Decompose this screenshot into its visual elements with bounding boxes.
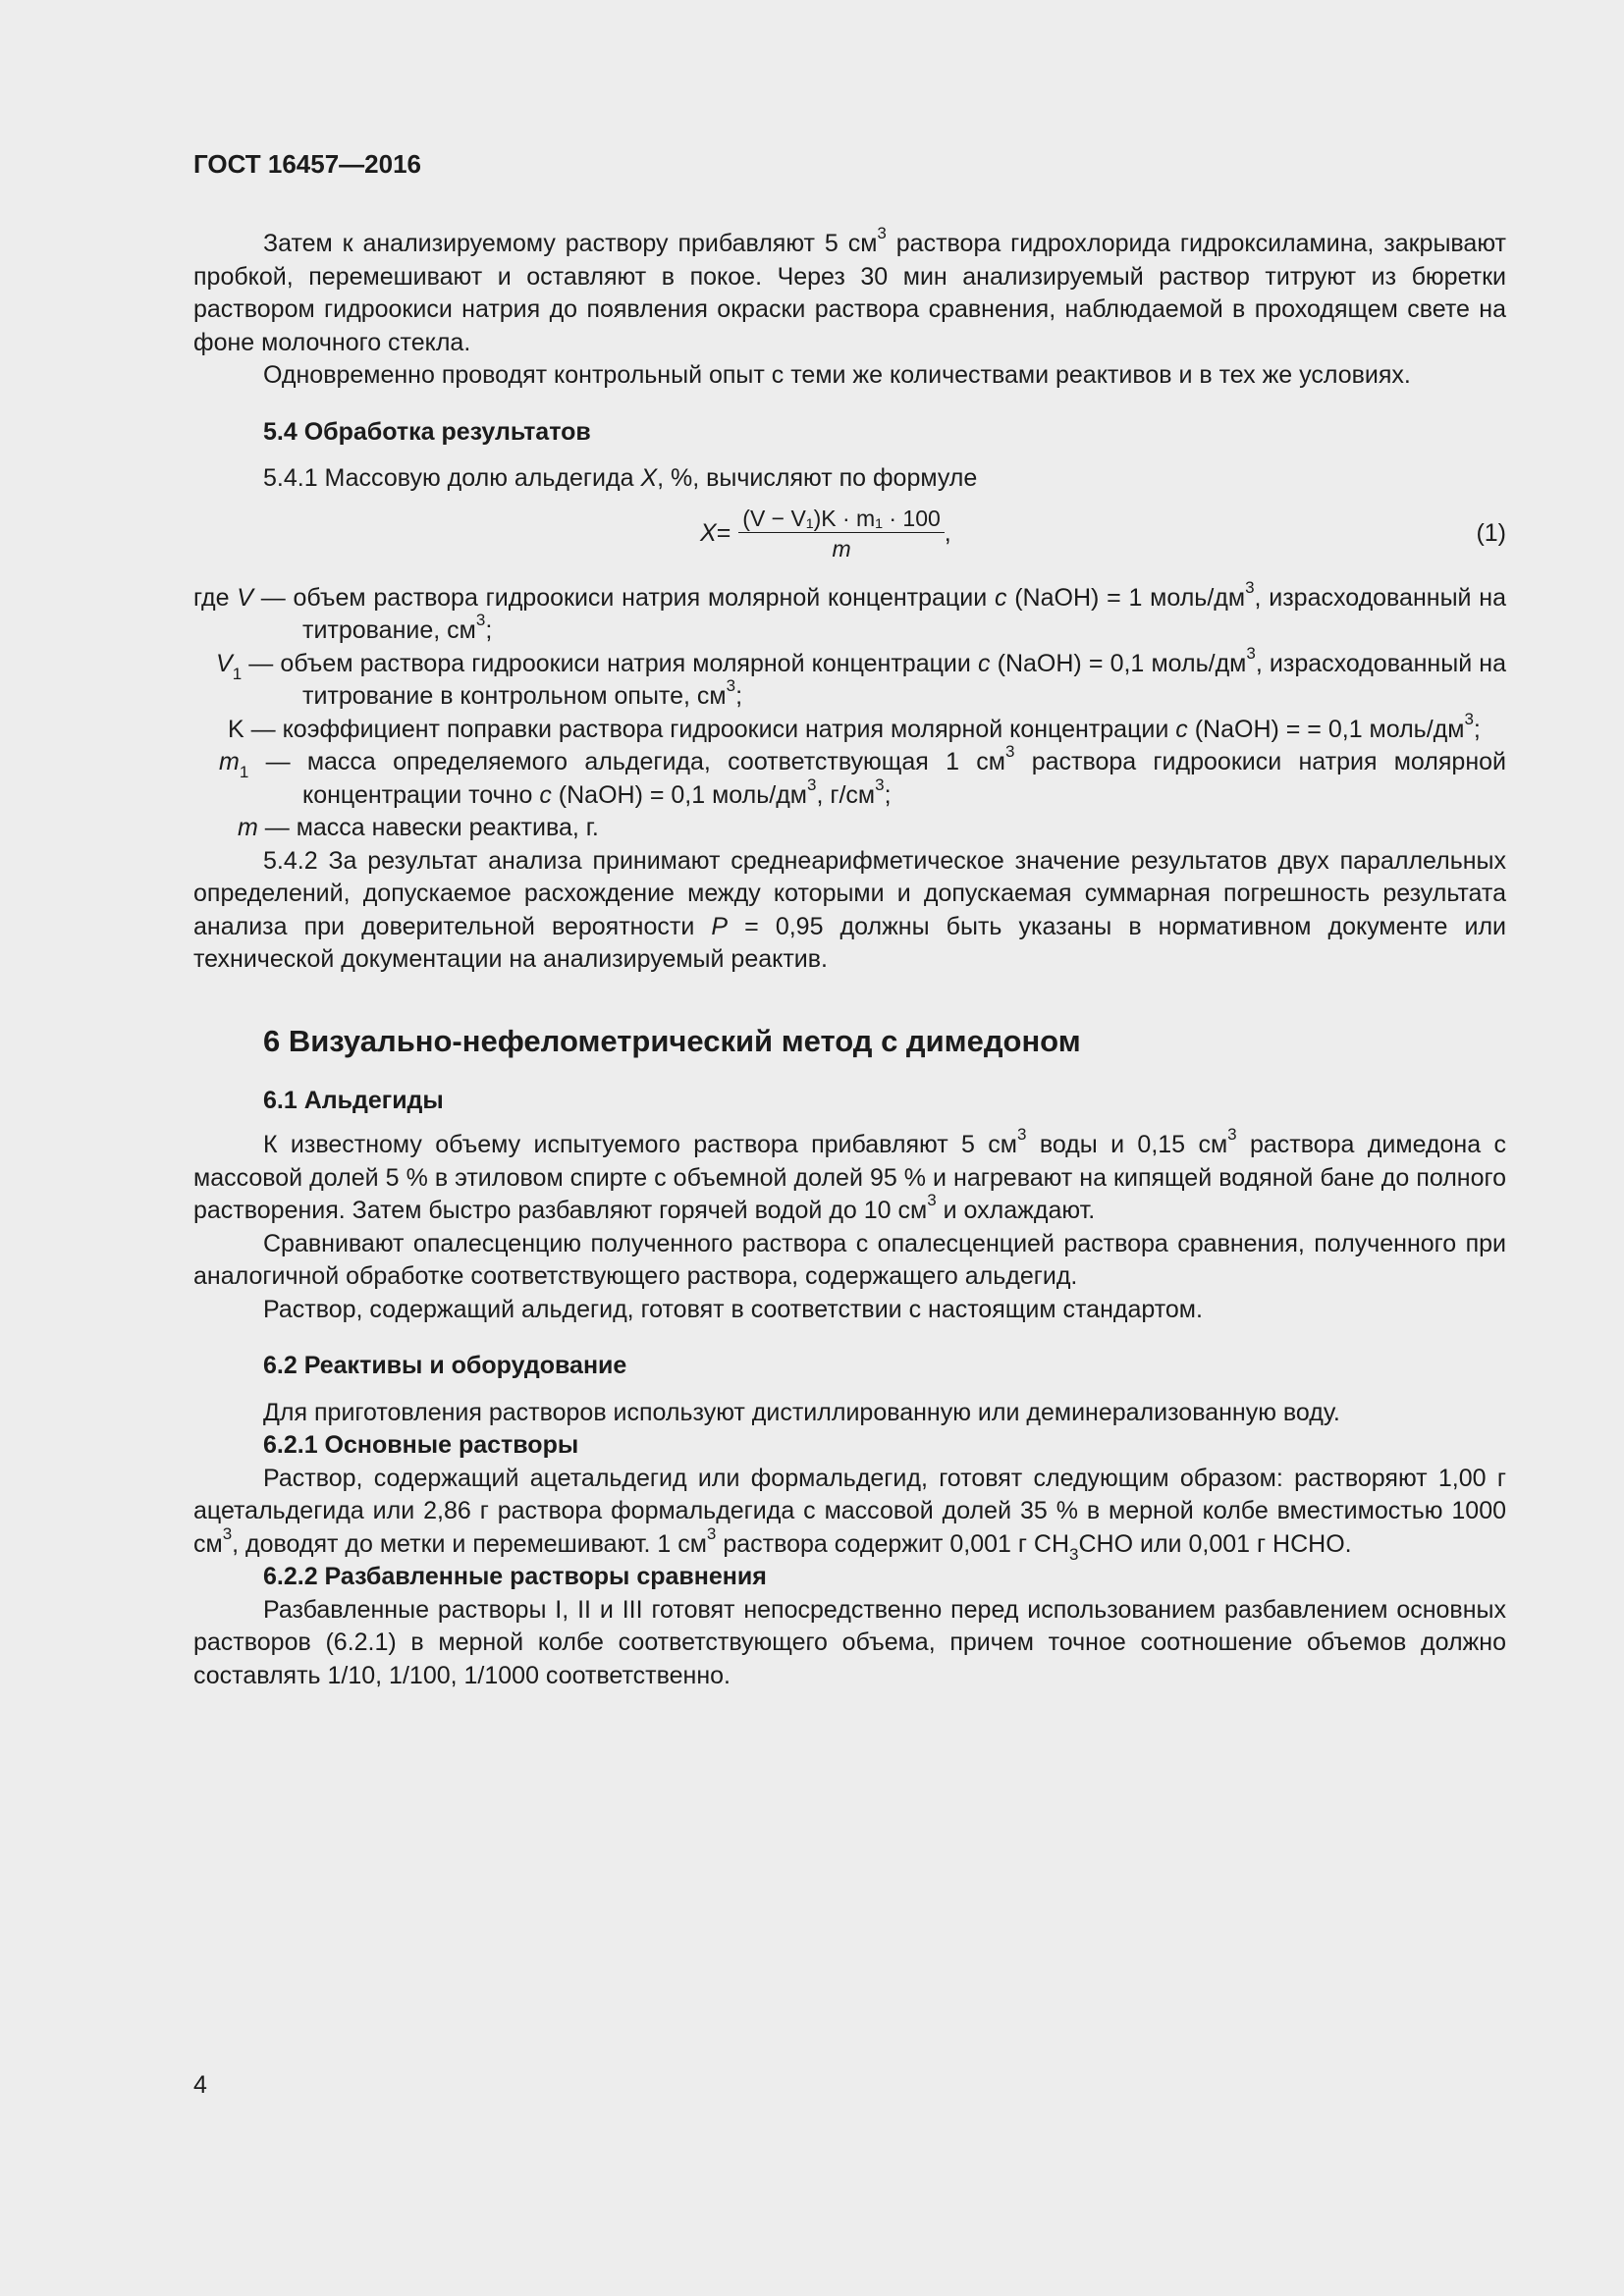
section-6-1-heading: 6.1 Альдегиды <box>263 1086 444 1114</box>
formula-number: (1) <box>1476 518 1506 547</box>
section-6-2-paragraph: Для приготовления растворов используют дистиллированную или деминерализованную воду. <box>263 1398 1340 1426</box>
formula-equals: = <box>716 518 731 547</box>
clause-5-4-1: 5.4.1 Массовую долю альдегида X, %, вычисляют по формуле <box>263 464 978 492</box>
legend-item-m: m — масса навески реактива, г. <box>238 814 599 841</box>
formula-lhs: X <box>700 518 717 547</box>
section-5-4-heading: 5.4 Обработка результатов <box>263 417 591 446</box>
legend-item-v: где V — объем раствора гидроокиси натрия молярной концентрации c (NaOH) = 1 моль/$дм^3$, израсходованный на титрование, $см^3$; <box>193 577 1506 644</box>
intro-paragraph-1: Затем к анализируемому раствору прибавляют 5 $см^3$ раствора гидрохлорида гидроксиламина, закрывают пробкой, перемешивают и оставляют в покое. Через 30 мин анализируемый раствор титруют из бюретки раствором гидроокиси натрия до появления окраски раствора сравнения, наблюдаемой в проходящем свете на фоне молочного стекла. <box>193 224 1506 356</box>
clause-6-2-2-paragraph: Разбавленные растворы I, II и III готовят непосредственно перед использованием разбавлением основных растворов (6.2.1) в мерной колбе соответствующего объема, причем точное соотношение объемов должно составлять 1/10, 1/100, 1/1000 соответственно. <box>193 1595 1506 1689</box>
clause-6-2-1-heading: 6.2.1 Основные растворы <box>263 1431 579 1459</box>
clause-5-4-2: 5.4.2 За результат анализа принимают среднеарифметическое значение результатов двух параллельных определений, допускаемое расхождение между которыми и допускаемая суммарная погрешность результата анализа при доверительной вероятности P = 0,95 должны быть указаны в нормативном документе или технической документации на анализируемый реактив. <box>193 846 1506 973</box>
formula-numerator: (V − V₁)K · m₁ · 100 <box>738 505 945 533</box>
formula-1 <box>193 502 1506 570</box>
formula-fraction <box>738 505 945 562</box>
document-header: ГОСТ 16457—2016 <box>193 149 421 179</box>
clause-6-2-2-heading: 6.2.2 Разбавленные растворы сравнения <box>263 1563 767 1590</box>
section-6-2-heading: 6.2 Реактивы и оборудование <box>263 1352 627 1379</box>
document-body <box>193 224 1506 1692</box>
section-6-1-paragraph-2: Сравнивают опалесценцию полученного раствора с опалесценцией раствора сравнения, полученного при аналогичной обработке соответствующего раствора, содержащего альдегид. <box>193 1229 1506 1290</box>
section-6-1-paragraph-3: Раствор, содержащий альдегид, готовят в соответствии с настоящим стандартом. <box>263 1295 1203 1323</box>
page-number: 4 <box>193 2071 207 2099</box>
clause-6-2-1-paragraph: Раствор, содержащий ацетальдегид или формальдегид, готовят следующим образом: растворяют 1,00 г ацетальдегида или 2,86 г раствора формальдегида с массовой долей 35 % в мерной колбе вместимостью 1000 $см^3$, доводят до метки и перемешивают. 1 $см^3$ раствора содержит 0,001 г $CH_3CHO$ или 0,001 г HCHO. <box>193 1464 1506 1564</box>
formula-trail: , <box>944 518 951 547</box>
legend-item-v1: $V_1$ — объем раствора гидроокиси натрия молярной концентрации c (NaOH) = 0,1 моль/$дм^3$, израсходованный на титрование в контрольном опыте, $см^3$; <box>216 643 1506 710</box>
intro-paragraph-2: Одновременно проводят контрольный опыт с теми же количествами реактивов и в тех же условиях. <box>263 361 1411 389</box>
legend-item-k: K — коэффициент поправки раствора гидроокиси натрия молярной концентрации c (NaOH) = = 0,1 моль/$дм^3$; <box>228 709 1481 743</box>
section-6-heading: 6 Визуально-нефелометрический метод с димедоном <box>263 1023 1081 1058</box>
formula-denominator: m <box>832 536 851 561</box>
section-6-1-paragraph-1: К известному объему испытуемого раствора прибавляют 5 $см^3$ воды и 0,15 $см^3$ раствора димедона с массовой долей 5 % в этиловом спирте с объемной долей 95 % и нагревают на кипящей водяной бане до полного растворения. Затем быстро разбавляют горячей водой до 10 $см^3$ и охлаждают. <box>193 1125 1506 1224</box>
formula-legend <box>193 577 1506 845</box>
legend-item-m1: $m_1$ — масса определяемого альдегида, соответствующая 1 $см^3$ раствора гидроокиси натрия молярной концентрации точно c (NaOH) = 0,1 моль/$дм^3$, $г/см^3$; <box>219 742 1506 809</box>
